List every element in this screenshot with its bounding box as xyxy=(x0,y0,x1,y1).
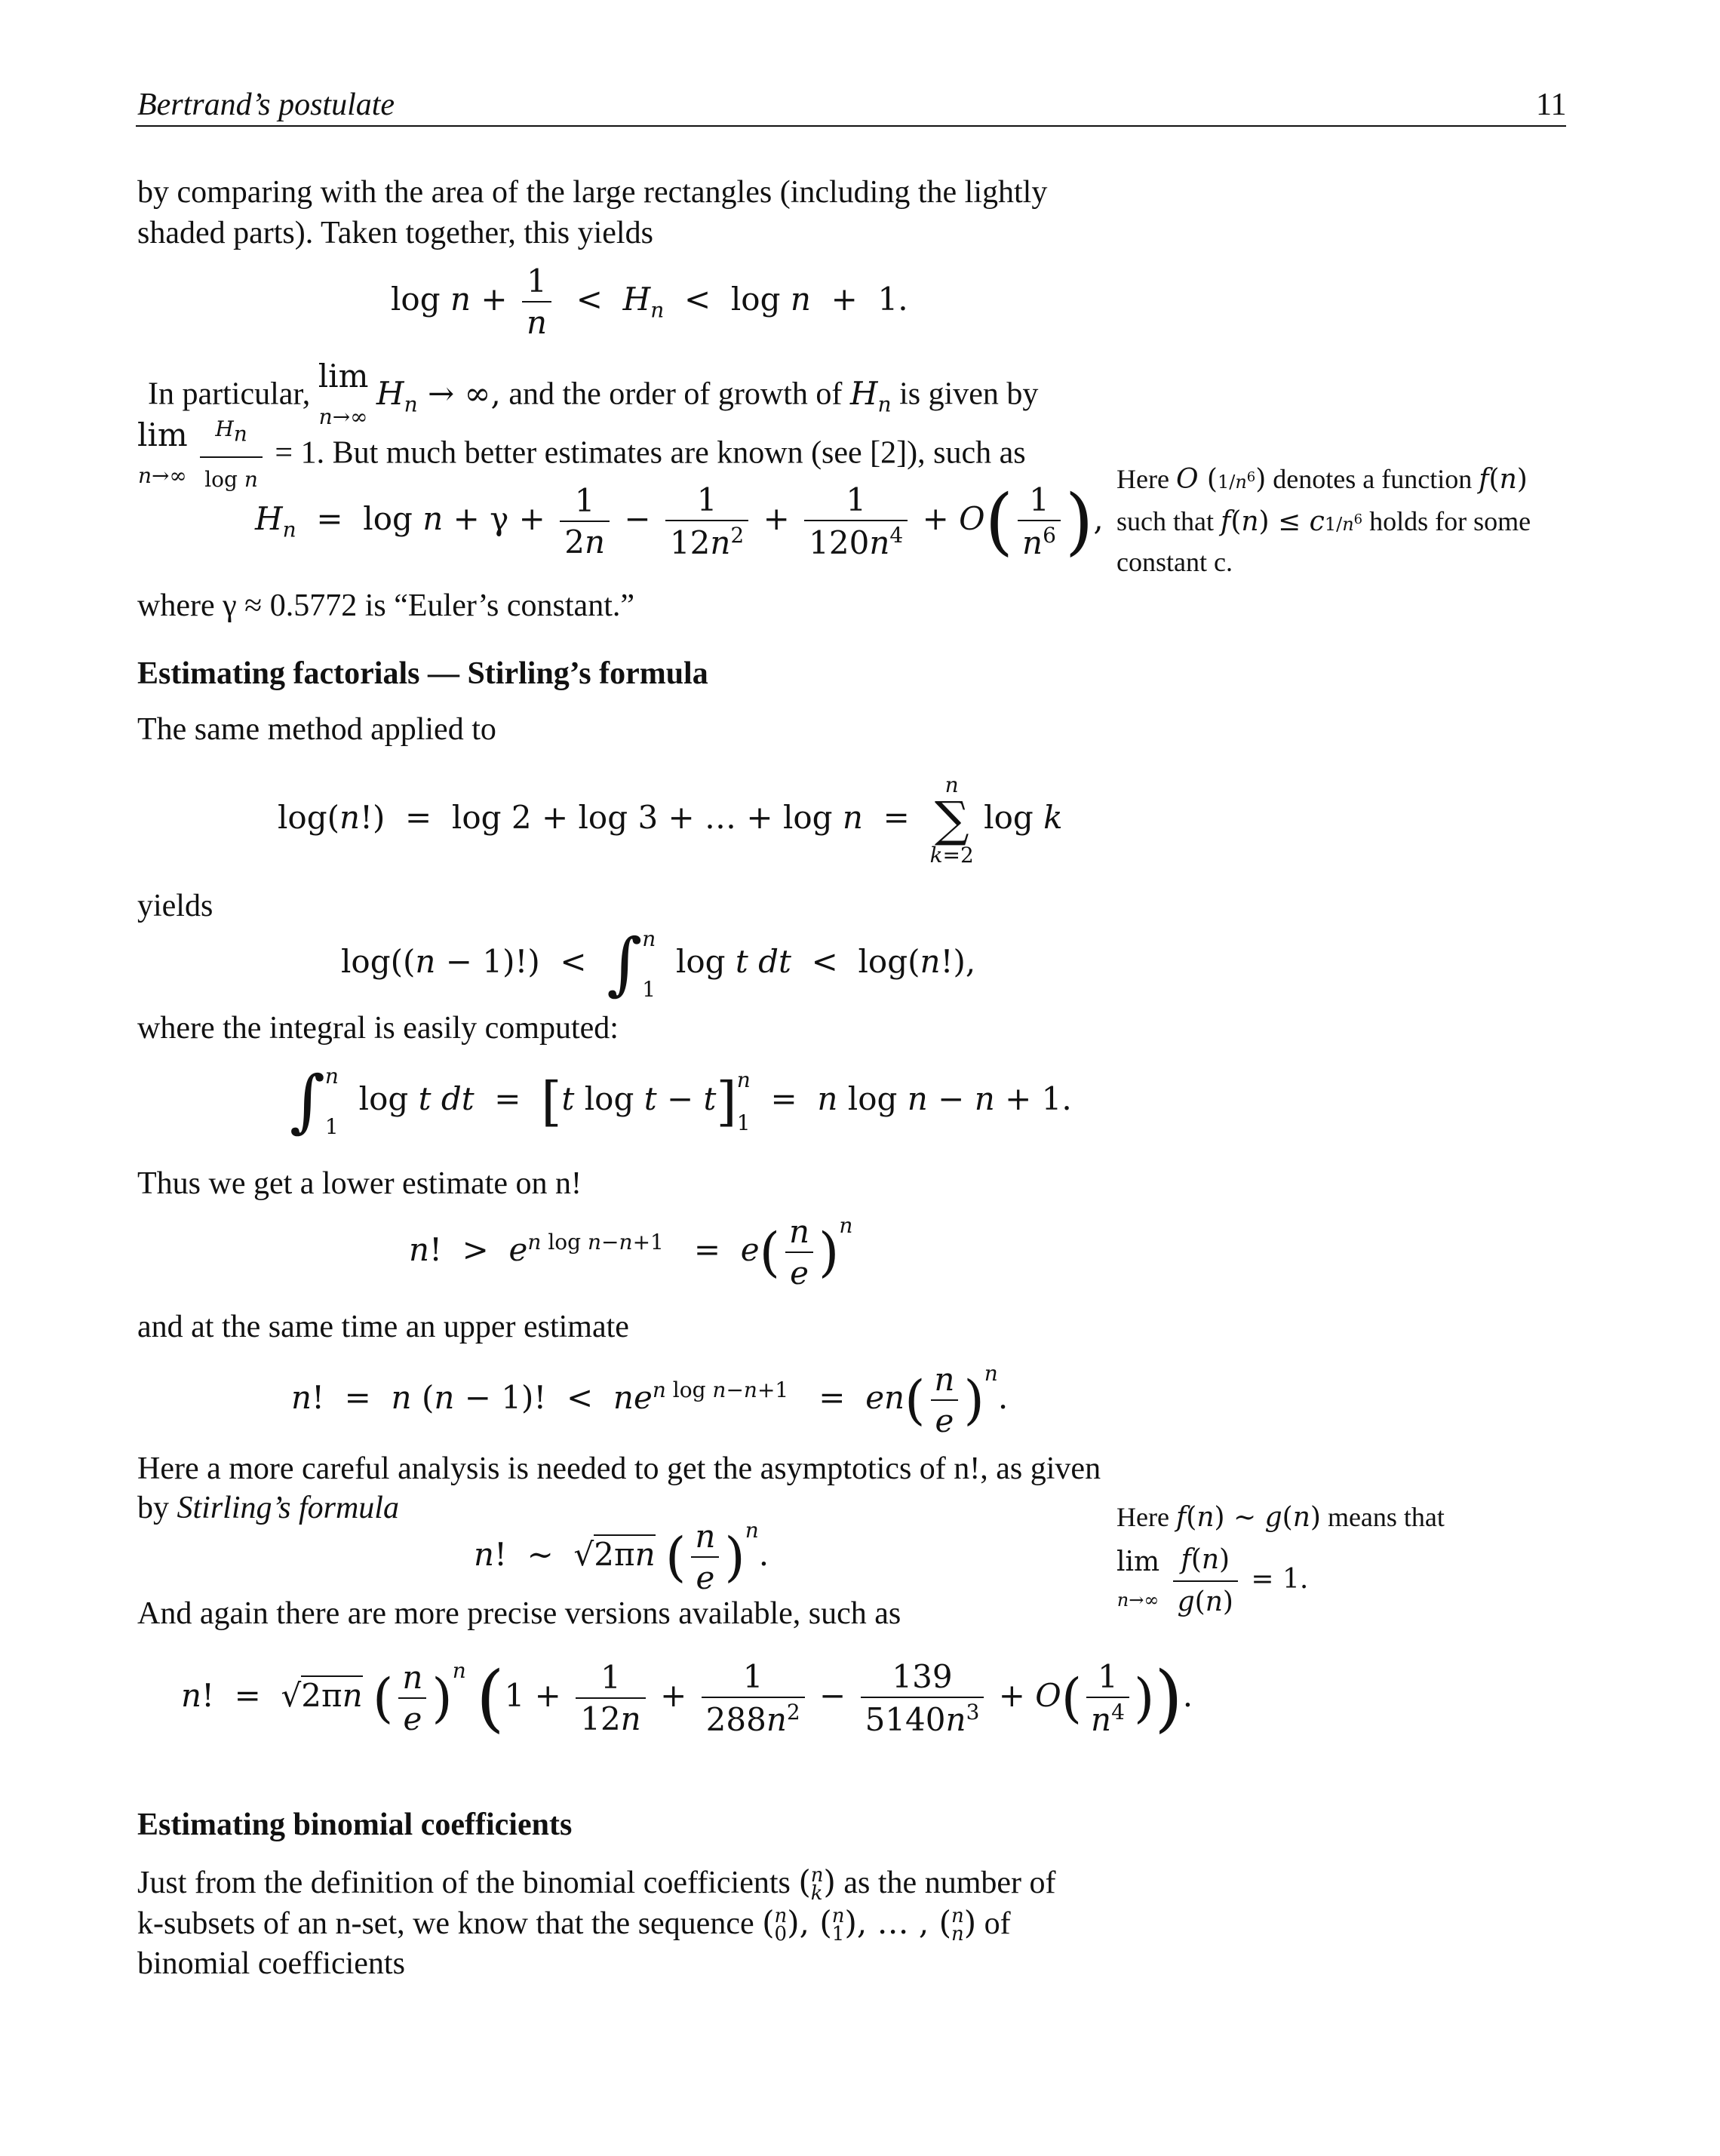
big-o-expression: O $(1/n^6)$ xyxy=(1175,464,1267,495)
margin-note-asymptotic xyxy=(1116,1498,1584,1621)
paragraph-9: and at the same time an upper estimate xyxy=(137,1310,629,1344)
binomial-sequence: ( n 0 ), ( n 1 ), … , ( n n ) xyxy=(762,1904,977,1946)
margin-note-1-e: constant c. xyxy=(1116,547,1233,577)
equation-stirling: n! ∼ √2πn ( $\frac{n}{e}$ )$^n$. xyxy=(474,1518,769,1596)
paragraph-13-text-b: as the number of xyxy=(843,1866,1056,1900)
paragraph-14-text-a: k-subsets of an n-set, we know that the sequence xyxy=(137,1906,754,1941)
margin-note-1-b: denotes a function xyxy=(1273,464,1473,494)
equation-upper-estimate: n! = n (n − 1)! < $ne^{n log n-n+1} = en$( $\frac{n}{e}$ )$^n$. xyxy=(291,1361,1009,1439)
running-title: Bertrand’s postulate xyxy=(137,88,395,122)
equation-lower-estimate: n! > $e^{n log n-n+1} = e$( $\frac{n}{e}$ )$^n$ xyxy=(409,1213,853,1291)
paragraph-8: Thus we get a lower estimate on n! xyxy=(137,1166,582,1201)
asymptotic-relation: f(n) ∼ g(n) xyxy=(1175,1502,1321,1533)
paragraph-13 xyxy=(137,1862,1056,1903)
paragraph-3-text: = 1. But much better estimates are known (see [2]), such as xyxy=(275,435,1026,471)
stirling-formula-term: Stirling’s formula xyxy=(177,1491,399,1525)
paragraph-2-text-b: and the order of growth of xyxy=(508,376,843,412)
paragraph-11 xyxy=(137,1488,399,1528)
limit-expression: lim n→∞ xyxy=(318,358,369,429)
section-heading-binomial: Estimating binomial coefficients xyxy=(137,1807,573,1842)
hn-to-infinity: $H_n$ → ∞, xyxy=(376,374,501,417)
paragraph-4: where γ ≈ 0.5772 is “Euler’s constant.” xyxy=(137,588,634,623)
margin-note-1-c: such that xyxy=(1116,506,1214,536)
limit-ratio: lim n→∞ xyxy=(137,416,188,488)
paragraph-1: by comparing with the area of the large rectangles (including the lightly shaded parts). Taken together, this yields xyxy=(137,175,1048,250)
header-rule xyxy=(136,125,1566,127)
paragraph-5: The same method applied to xyxy=(137,712,496,747)
equation-integral-bounds: log((n − 1)!) < ∫ n 1 log t dt < log(n!), xyxy=(341,924,976,1003)
paragraph-11-text-a: by xyxy=(137,1491,169,1525)
page-number: 11 xyxy=(1536,88,1567,122)
paragraph-2-text-a: In particular, xyxy=(148,376,311,412)
equation-harmonic-expansion: $H_n = \log n + \gamma$ + $\frac{1}{2n}$ − $\frac{1}{12n^2}$ + $\frac{1}{120n^4}$ + O( $\frac{1}{n^6}$ ), xyxy=(255,479,1104,564)
paragraph-14-text-b: of xyxy=(984,1906,1011,1941)
function-f-n: f(n) xyxy=(1479,464,1528,495)
equation-log-factorial: log(n!) = log 2 + log 3 + … + log n = n ∑ k=2 log k xyxy=(278,772,1063,868)
margin-note-2-b: means that xyxy=(1327,1502,1445,1532)
paragraph-7: where the integral is easily computed: xyxy=(137,1011,619,1046)
equation-stirling-precise: n! = √2πn ( $\frac{n}{e}$ )$^n$ (1 + $\frac{1}{12n}$ + $\frac{1}{288n^2}$ − $\frac{139}{5140n^3}$ + O( $\frac{1}{n^4}$ )). xyxy=(181,1656,1193,1740)
section-heading-factorials: Estimating factorials — Stirling’s formula xyxy=(137,656,708,691)
binomial-n-k: ( n k ) xyxy=(798,1863,836,1905)
margin-note-1-d: holds for some xyxy=(1369,506,1531,536)
paragraph-10: Here a more careful analysis is needed to get the asymptotics of n!, as given xyxy=(137,1451,1101,1486)
equation-integral-value: ∫ n 1 log t dt = [t log t − t] n 1 = n log n − n + 1. xyxy=(290,1061,1072,1141)
paragraph-15: binomial coefficients xyxy=(137,1946,405,1981)
equation-harmonic-bounds: log n + $\frac{1}{n}$ < $H_n < \log n + 1$. xyxy=(391,263,908,341)
paragraph-2-text-c: is given by xyxy=(899,376,1039,412)
paragraph-13-text-a: Just from the definition of the binomial coefficients xyxy=(137,1866,791,1900)
hn-symbol: $H_n$ xyxy=(849,374,892,417)
paragraph-12: And again there are more precise versions available, such as xyxy=(137,1596,901,1631)
limit-ratio-definition: lim n→∞ $\frac{f(n)}{g(n)}$ = 1. xyxy=(1116,1541,1584,1621)
margin-note-1-a: Here xyxy=(1116,464,1169,494)
paragraph-14 xyxy=(137,1903,1011,1944)
bound-expression: $f(n) \le c1/n^6$ xyxy=(1220,506,1363,537)
paragraph-6: yields xyxy=(137,889,213,923)
margin-note-big-o xyxy=(1116,459,1584,581)
margin-note-2-a: Here xyxy=(1116,1502,1169,1532)
ratio-hn-log: $\frac{Hn}{\text{log n}}$ xyxy=(195,433,267,470)
